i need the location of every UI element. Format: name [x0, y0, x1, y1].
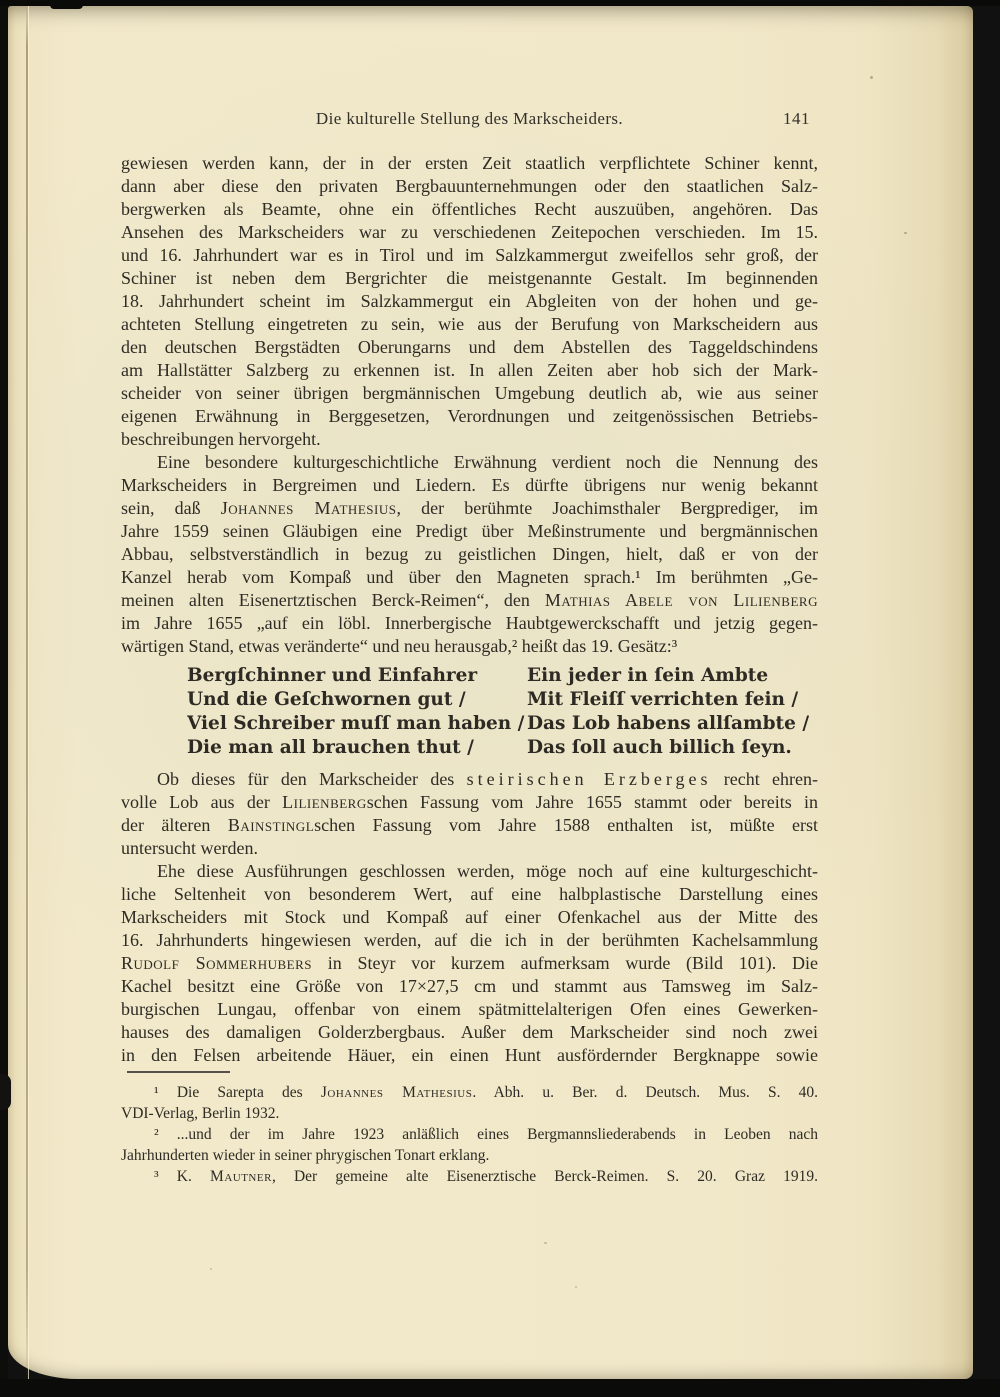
text-run: recht ehren-: [711, 769, 818, 789]
paragraph-4: [121, 860, 818, 1067]
paper-speck: [544, 1242, 547, 1244]
text-run: liche Seltenheit von besonderem Wert, auf eine halbplastische Darstellung eines: [121, 884, 818, 904]
text-run: bergwerken als Beamte, ohne ein öffentliches Recht auszuüben, angehören. Das: [121, 199, 818, 219]
text-run: ¹ Die Sarepta des: [154, 1084, 321, 1101]
text-run: Viel Schreiber muſſ man haben /: [187, 713, 525, 734]
text-line: [121, 952, 818, 975]
text-run: im Jahre 1655 „auf ein löbl. Innerbergische Haubtgewerckschafft und jetzig gegen-: [121, 613, 818, 633]
text-line: [121, 612, 818, 635]
text-line: [121, 566, 818, 589]
text-line: [121, 221, 818, 244]
paper-speck: [575, 1286, 577, 1288]
text-line: [121, 451, 818, 474]
text-line: [121, 1166, 818, 1187]
text-run: und 16. Jahrhundert war es in Tirol und im Salzkammergut zweifellos sehr groß, der: [121, 245, 818, 265]
text-line: [121, 975, 818, 998]
text-run: den deutschen Bergstädten Oberungarns und dem Abstellen des Taggeldschindens: [121, 337, 818, 357]
text-line: [527, 736, 809, 760]
text-run: Kanzel herab vom Kompaß und über den Magneten sprach.¹ Im berühmten „Ge-: [121, 567, 818, 587]
scan-bottom-edge: [0, 1379, 1000, 1397]
small-caps-name: Rudolf Sommerhubers: [121, 953, 312, 973]
letterspaced-run: steirischen Erzberges: [466, 769, 712, 789]
paragraph-3: [121, 768, 818, 860]
paper-speck: [210, 1268, 212, 1270]
text-run: Abbau, selbstverständlich in bezug zu geistlichen Dingen, hielt, daß er von der: [121, 544, 818, 564]
scan-edge-mark: [0, 1074, 11, 1110]
text-run: 18. Jahrhundert scheint im Salzkammergut ein Abgleiten von der hohen und ge-: [121, 291, 818, 311]
text-run: Mit Fleiſſ verrichten fein /: [527, 689, 799, 710]
text-run: schen Fassung vom Jahre 1655 stammt oder bereits in: [366, 792, 818, 812]
text-line: [121, 405, 818, 428]
text-line: [121, 543, 818, 566]
text-line: [121, 474, 818, 497]
paragraph-1: [121, 152, 818, 451]
text-line: [187, 712, 527, 736]
text-run: in den Felsen arbeitende Häuer, ein einen Hunt ausfördernder Bergknappe sowie: [121, 1045, 818, 1065]
text-run: Ehe diese Ausführungen geschlossen werden, möge noch auf eine kulturgeschicht-: [157, 861, 818, 881]
text-run: Jahre 1559 seinen Gläubigen eine Predigt über Meßinstrumente und bergmännischen: [121, 521, 818, 541]
text-run: schen Fassung vom Jahre 1588 enthalten ist, müßte erst: [314, 815, 818, 835]
text-line: [527, 664, 809, 688]
text-run: achteten Stellung eingetreten zu sein, wie aus der Berufung von Markscheidern aus: [121, 314, 818, 334]
text-line: [527, 712, 809, 736]
text-line: [121, 198, 818, 221]
text-run: hauses des damaligen Golderzbergbaus. Außer dem Markscheider sind noch zwei: [121, 1022, 818, 1042]
paragraph-2: [121, 451, 818, 658]
footnote-1: [121, 1082, 818, 1124]
text-line: [121, 382, 818, 405]
text-line: [121, 1145, 818, 1166]
text-run: , der berühmte Joachimsthaler Bergprediger, im: [396, 498, 818, 518]
scan-top-edge: [0, 0, 1000, 6]
text-run: am Hallstätter Salzberg zu erkennen ist. In allen Zeiten aber hob sich der Mark-: [121, 360, 818, 380]
footnotes: [121, 1082, 818, 1187]
text-run: Markscheiders in Bergreimen und Liedern. Es dürfte übrigens nur wenig bekannt: [121, 475, 818, 495]
text-line: [121, 267, 818, 290]
small-caps-name: Johannes Mathesius: [220, 498, 397, 518]
text-line: [187, 736, 527, 760]
text-run: in Steyr vor kurzem aufmerksam wurde (Bild 101). Die: [312, 953, 818, 973]
text-run: eigenen Erwähnung in Berggesetzen, Verordnungen und zeitgenössischen Betriebs-: [121, 406, 818, 426]
text-run: meinen alten Eisenertztischen Berck-Reimen“, den: [121, 590, 545, 610]
text-run: Und die Geſchwornen gut /: [187, 689, 466, 710]
text-run: Kachel besitzt eine Größe von 17×27,5 cm und stammt aus Tamsweg im Salz-: [121, 976, 818, 996]
small-caps-name: Bainstingl: [227, 815, 315, 835]
text-run: scheider von seiner übrigen bergmännischen Umgebung deutlich ab, wie aus seiner: [121, 383, 818, 403]
text-line: [121, 290, 818, 313]
text-line: [121, 1082, 818, 1103]
text-line: [121, 359, 818, 382]
text-line: [121, 175, 818, 198]
text-run: beschreibungen hervorgeht.: [121, 429, 321, 449]
text-run: Jahrhunderten wieder in seiner phrygischen Tonart erklang.: [121, 1147, 490, 1164]
scan-left-edge: [0, 0, 8, 1397]
small-caps-name: Mathias Abele von Lilienberg: [544, 590, 818, 610]
text-run: , Der gemeine alte Eisenerztische Berck-Reimen. S. 20. Graz 1919.: [271, 1168, 818, 1185]
text-line: [121, 791, 818, 814]
small-caps-name: Mautner: [210, 1168, 272, 1185]
text-line: [121, 883, 818, 906]
text-run: Ein jeder in ſein Ambte: [527, 665, 769, 686]
verse-column-left: [187, 664, 527, 760]
text-line: [121, 998, 818, 1021]
page-number: 141: [783, 109, 810, 128]
text-line: [121, 520, 818, 543]
text-block: [121, 6, 818, 1187]
text-run: gewiesen werden kann, der in der ersten Zeit staatlich verpflichtete Schiner kennt,: [121, 153, 818, 173]
text-line: [121, 428, 818, 451]
text-line: [121, 1103, 818, 1124]
text-line: [187, 664, 527, 688]
text-line: [121, 589, 818, 612]
text-line: [121, 635, 818, 658]
text-line: [121, 1124, 818, 1145]
text-line: [121, 768, 818, 791]
text-run: 16. Jahrhunderts hingewiesen werden, auf die ich in der berühmten Kachelsammlung: [121, 930, 818, 950]
text-run: Bergſchinner und Einfahrer: [187, 665, 478, 686]
text-run: ³ K.: [154, 1168, 211, 1185]
page-header: [121, 107, 818, 129]
small-caps-name: Johannes Mathesius: [320, 1084, 473, 1101]
text-line: [527, 688, 809, 712]
text-line: [121, 906, 818, 929]
text-run: Ob dieses für den Markscheider des: [157, 769, 467, 789]
text-run: ² ...und der im Jahre 1923 anläßlich eines Bergmannsliederabends in Leoben nach: [154, 1126, 818, 1143]
text-line: [121, 313, 818, 336]
page-gutter-highlight: [28, 6, 29, 1379]
text-run: volle Lob aus der: [121, 792, 283, 812]
text-line: [121, 814, 818, 837]
text-run: Schiner ist neben dem Bergrichter die meistgenannte Gestalt. Im beginnenden: [121, 268, 818, 288]
text-run: wärtigen Stand, etwas veränderte“ und neu herausgab,² heißt das 19. Gesätz:³: [121, 636, 678, 656]
verse-column-right: [527, 664, 809, 760]
text-run: Das ſoll auch billich ſeyn.: [527, 737, 792, 758]
text-line: [121, 929, 818, 952]
paper-speck: [904, 232, 907, 234]
text-line: [121, 837, 818, 860]
text-run: Die man all brauchen thut /: [187, 737, 474, 758]
text-run: Markscheiders mit Stock und Kompaß auf einer Ofenkachel aus der Mitte des: [121, 907, 818, 927]
running-title: Die kulturelle Stellung des Markscheiders.: [315, 109, 624, 128]
footnote-separator: [127, 1071, 230, 1073]
text-run: sein, daß: [121, 498, 221, 518]
footnote-2: [121, 1124, 818, 1166]
paper-speck: [870, 76, 873, 79]
text-run: burgischen Lungau, offenbar von einem spätmittelalterigen Ofen eines Gewerken-: [121, 999, 818, 1019]
text-run: untersucht werden.: [121, 838, 258, 858]
footnote-3: [121, 1166, 818, 1187]
text-line: [187, 688, 527, 712]
text-run: dann aber diese den privaten Bergbauunternehmungen oder den staatlichen Salz-: [121, 176, 818, 196]
scan-top-notch: [50, 0, 83, 9]
small-caps-name: Lilienberg: [282, 792, 367, 812]
text-run: . Abh. u. Ber. d. Deutsch. Mus. S. 40.: [472, 1084, 818, 1101]
book-page: [8, 6, 973, 1379]
text-line: [121, 244, 818, 267]
text-line: [121, 1021, 818, 1044]
text-line: [121, 497, 818, 520]
text-run: der älteren: [121, 815, 228, 835]
text-run: Eine besondere kulturgeschichtliche Erwähnung verdient noch die Nennung des: [157, 452, 818, 472]
text-run: Das Lob habens allſambte /: [527, 713, 810, 734]
text-run: VDI-Verlag, Berlin 1932.: [121, 1105, 280, 1122]
text-line: [121, 1044, 818, 1067]
text-run: Ansehen des Markscheiders war zu verschiedenen Zeitepochen verschieden. Im 15.: [121, 222, 818, 242]
text-line: [121, 336, 818, 359]
text-line: [121, 152, 818, 175]
verse-quote: [187, 664, 818, 760]
text-line: [121, 860, 818, 883]
